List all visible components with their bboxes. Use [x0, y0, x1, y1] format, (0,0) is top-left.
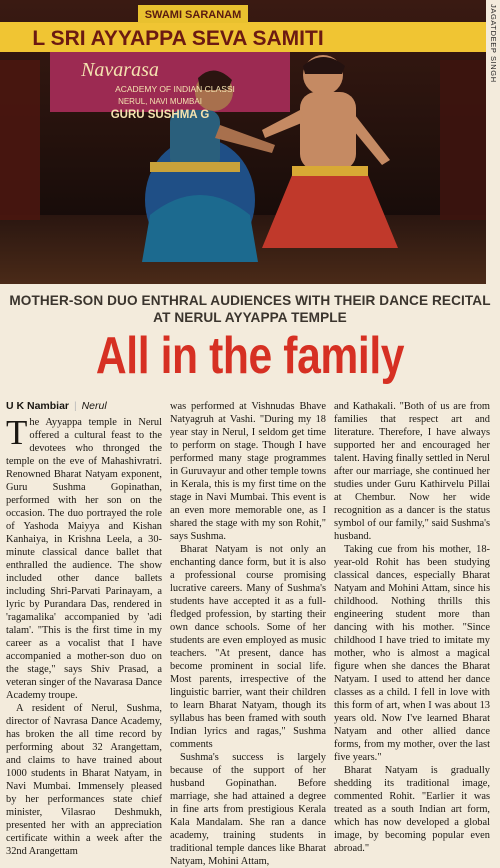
article-column-3 — [334, 400, 490, 855]
photo-credit: JAGATDEEP SINGH — [489, 4, 498, 83]
article-column-2 — [170, 400, 326, 868]
dance-photo — [0, 0, 486, 284]
article-paragraph — [6, 413, 162, 702]
article-paragraph: and Kathakali. "Both of us are from families that respect art and literature. Therefore, I have always supported her and encouraged her talent. Having finally settled in Nerul after our marriage, she continued her studies under Guru Kathirvelu Pillai at Chembur. Now her wide recognition as a dancer is the status symbol of our family," said Sushma's husband. — [334, 401, 490, 542]
byline-separator: | — [73, 400, 77, 412]
banner-line3-text: GURU SUSHMA G — [110, 109, 210, 121]
byline-author: U K Nambiar — [6, 400, 70, 412]
banner-line1-text: ACADEMY OF INDIAN CLASSI — [115, 84, 235, 94]
banner-line2-text: NERUL, NAVI MUMBAI — [118, 97, 202, 106]
article-paragraph: Bharat Natyam is gradually shedding its traditional image, commented Rohit. "Earlier it was treated as a south Indian art form, which has now developed a global image, by becoming popular even abroad." — [334, 765, 490, 854]
banner-top-text: SWAMI SARANAM — [144, 9, 242, 21]
article-paragraph: A resident of Nerul, Sushma, director of Navrasa Dance Academy, has broken the all time record by performing about 32 Arangettam, and claims to have trained about 1000 students in Bharat Natyam, in Navi Mumbai. Immensely pleased by her performances state chief minister, Vilasrao Deshmukh, presented her with an appreciation certificate within a week after the 32nd Arangettam — [6, 703, 162, 857]
article-paragraph: was performed at Vishnudas Bhave Natyagruh at Vashi. "During my 18 year stay in Nerul, I seldom get time to perform on stage. Though I have performed many stage programmes in Guruvayur and other temple towns in Kerala, this is my first time on the stage in Navi Mumbai. This event is an even more memorable one, as I shared the stage with my son Rohit," says Sushma. — [170, 401, 326, 542]
article-column-1 — [6, 413, 162, 858]
banner-logo-text: Navarasa — [81, 59, 159, 81]
article-paragraph: Sushma's success is largely because of the support of her husband Gopinathan. Before marriage, she had attained a degree in fine arts from prestigious Kerala Kala Mandalam. She ran a dance academy, training students in traditional temple dances like Bharat Natyam, Mohini Attam, — [170, 752, 326, 867]
dance-photo-illustration — [0, 0, 486, 284]
headline: All in the family — [95, 327, 405, 385]
article-paragraph: Taking cue from his mother, 18-year-old Rohit has been studying classical dances, especially Bharat Natyam and Mohini Attam, since his childhood. Nothing thrills this engineering student more than dancing with his mother. "Since childhood I have tried to imitate my mother, who is almost a magical figure when she dances the Bharat Natyam. I used to attend her dance classes as a child. I fell in love with this form of art, when I was about 13 years old. Now I've learned Bharat Natyam and other allied dance forms, from my mother, over the last five years." — [334, 544, 490, 763]
byline-place: Nerul — [81, 400, 107, 412]
byline — [6, 400, 107, 412]
article-paragraph-text: he Ayyappa temple in Nerul offered a cultural feast to the devotees who thronged the temple on the eve of Mahashivratri. Renowned Bharat Natyam exponent, Guru Sushma Gopinathan, performed with her son on the occasion. The duo portrayed the role of Yashoda Maiyya and Kishan Kanhaiya, in Krishna Leela, a 30-minute classical dance ballet that enthralled the audience. The show included other dance ballets including Shri-Parvati Parinayam, a lyric by Purandara Das, rendered in 'ragamalika' accompanied by 'adi talam'. "This is the first time in my career as a vocalist that I have accompanied a mother-son duo on the stage," says Shiv Prasad, a veteran singer of the Navarasa Dance Academy troupe. — [6, 417, 162, 701]
subheadline: MOTHER-SON DUO ENTHRAL AUDIENCES WITH THEIR DANCE RECITAL AT NERUL AYYAPPA TEMPLE — [9, 293, 491, 325]
drop-cap: T — [6, 413, 28, 452]
article-paragraph: Bharat Natyam is not only an enchanting dance form, but it is also a professional course promising lucrative careers. Many of Sushma's students have accepted it as a full-fledged profession, by starting their own dance schools. Some of her students are even employed as music teachers. "At present, dance has become prominent in social life. Most parents, irrespective of the linguistic barrier, want their children to learn Bharat Natyam, though its syllabus has been framed with south Indian lyrics and ragas," Sushma comments — [170, 544, 326, 750]
banner-main-text: L SRI AYYAPPA SEVA SAMITI — [32, 27, 324, 50]
